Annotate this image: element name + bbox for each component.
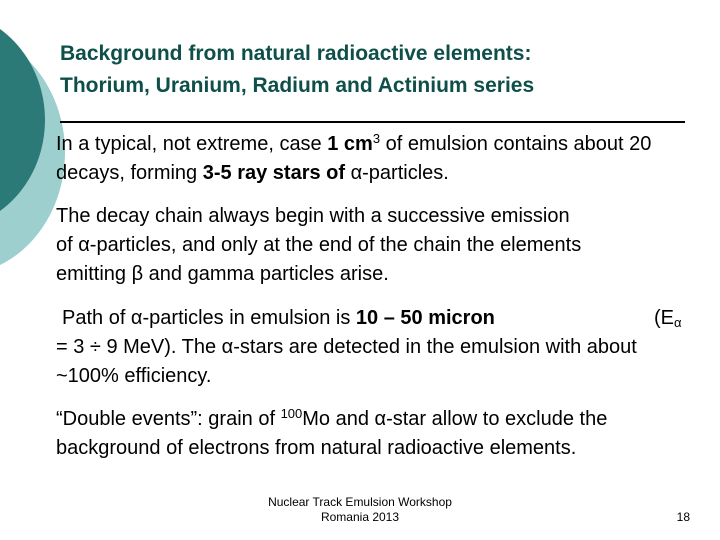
footer-event: Nuclear Track Emulsion Workshop bbox=[268, 495, 452, 509]
title-underline bbox=[60, 121, 685, 123]
paragraph-emulsion-decays bbox=[56, 130, 696, 188]
p3-energy-label bbox=[654, 304, 682, 333]
p3-text-a: Path of α-particles in emulsion is bbox=[62, 307, 356, 329]
p2-line-2: of α-particles, and only at the end of the chain the elements bbox=[56, 234, 582, 256]
p4-text-b: Mo and α-star allow to exclude the background of electrons from natural radioactive elements. bbox=[56, 408, 608, 459]
p4-text-a: “Double events”: grain of bbox=[56, 408, 281, 430]
paragraph-double-events bbox=[56, 405, 696, 463]
p3-energy-symbol: (E bbox=[654, 307, 674, 329]
paragraph-decay-chain bbox=[56, 202, 696, 289]
title-line-1: Background from natural radioactive elements: bbox=[60, 42, 532, 65]
p1-text-e: α-particles. bbox=[345, 162, 449, 184]
p1-text-a: In a typical, not extreme, case bbox=[56, 133, 328, 155]
p3-text-d: = 3 ÷ 9 MeV). The α-stars are detected in the emulsion with about ~100% efficiency. bbox=[56, 336, 637, 387]
footer-location: Romania 2013 bbox=[320, 510, 400, 524]
p1-text-c: of emulsion contains about 20 decays, forming bbox=[56, 133, 652, 184]
p2-line-1: The decay chain always begin with a successive emission bbox=[56, 205, 570, 227]
p2-line-3: emitting β and gamma particles arise. bbox=[56, 263, 389, 285]
p3-energy-subscript: α bbox=[674, 315, 682, 330]
p4-mass-number: 100 bbox=[280, 406, 303, 421]
footer bbox=[240, 495, 480, 525]
paragraph-alpha-path bbox=[56, 304, 696, 391]
title-line-2: Thorium, Uranium, Radium and Actinium series bbox=[60, 74, 535, 97]
p1-volume: 1 cm bbox=[327, 133, 373, 155]
slide-title bbox=[60, 38, 700, 102]
p1-volume-exponent: 3 bbox=[372, 131, 381, 146]
page-number: 18 bbox=[676, 510, 690, 524]
p3-path-length: 10 – 50 micron bbox=[355, 307, 495, 329]
p1-stars-count: 3-5 ray stars of bbox=[202, 162, 346, 184]
